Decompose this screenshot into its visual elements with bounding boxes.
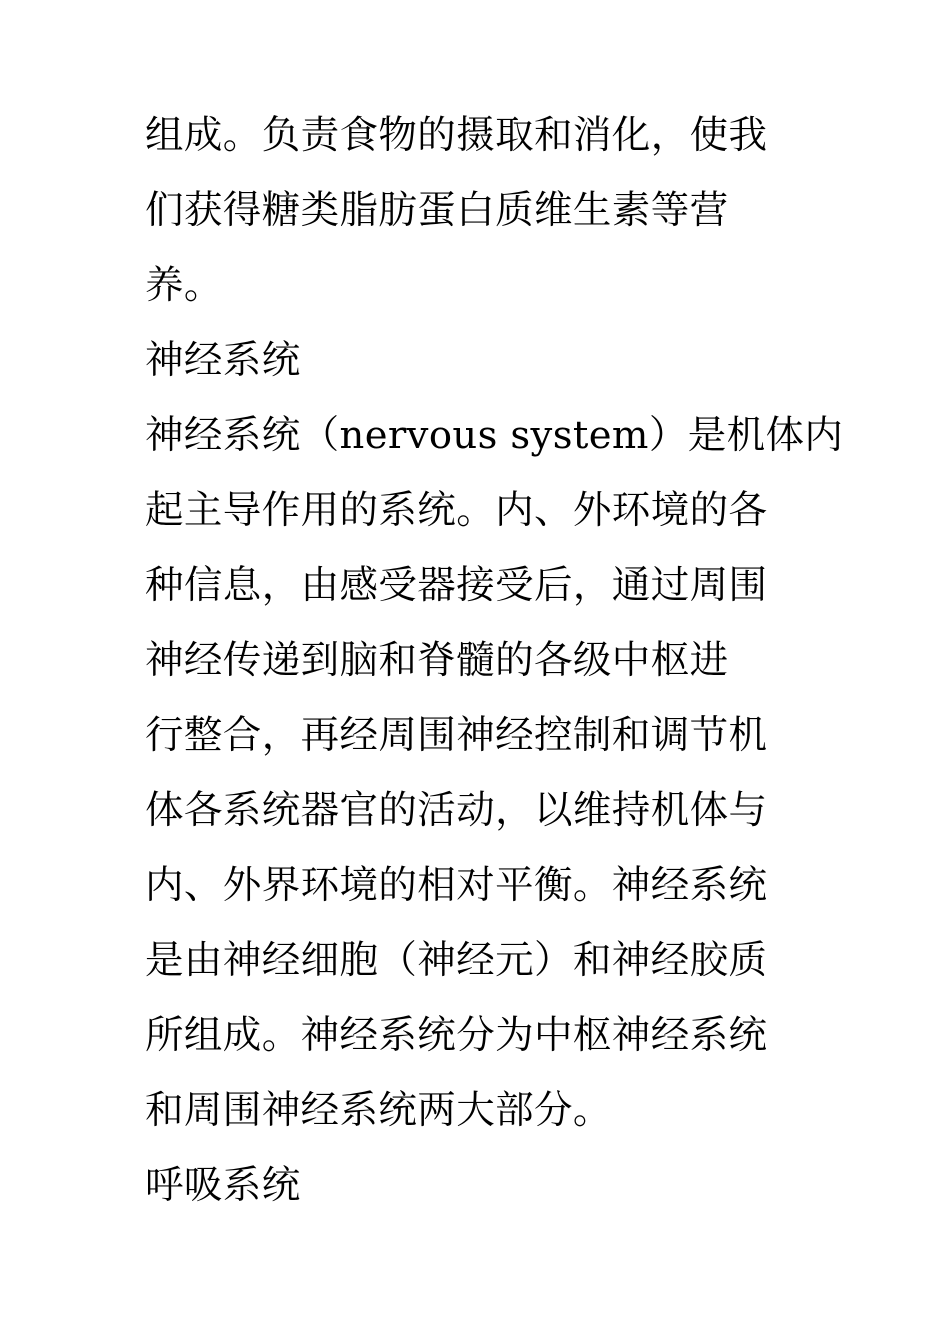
text-line: 种信息，由感受器接受后，通过周围 [145, 563, 768, 608]
text-line: 组成。负责食物的摄取和消化，使我 [145, 113, 768, 158]
text-line: 是由神经细胞（神经元）和神经胶质 [145, 938, 768, 983]
text-line: 所组成。神经系统分为中枢神经系统 [145, 1013, 768, 1058]
section-heading-nervous-system: 神经系统 [145, 338, 301, 383]
text-line: 行整合，再经周围神经控制和调节机 [145, 713, 768, 758]
text-line: 养。 [145, 263, 223, 308]
text-line: 起主导作用的系统。内、外环境的各 [145, 488, 768, 533]
text-line: 体各系统器官的活动，以维持机体与 [145, 788, 768, 833]
text-line: 神经系统（nervous system）是机体内 [145, 413, 844, 458]
text-line: 和周围神经系统两大部分。 [145, 1088, 612, 1133]
text-line: 们获得糖类脂肪蛋白质维生素等营 [145, 188, 729, 233]
text-line: 神经传递到脑和脊髓的各级中枢进 [145, 638, 729, 683]
text-line: 内、外界环境的相对平衡。神经系统 [145, 863, 768, 908]
body-text [145, 98, 844, 1223]
section-heading-respiratory-system: 呼吸系统 [145, 1163, 301, 1208]
